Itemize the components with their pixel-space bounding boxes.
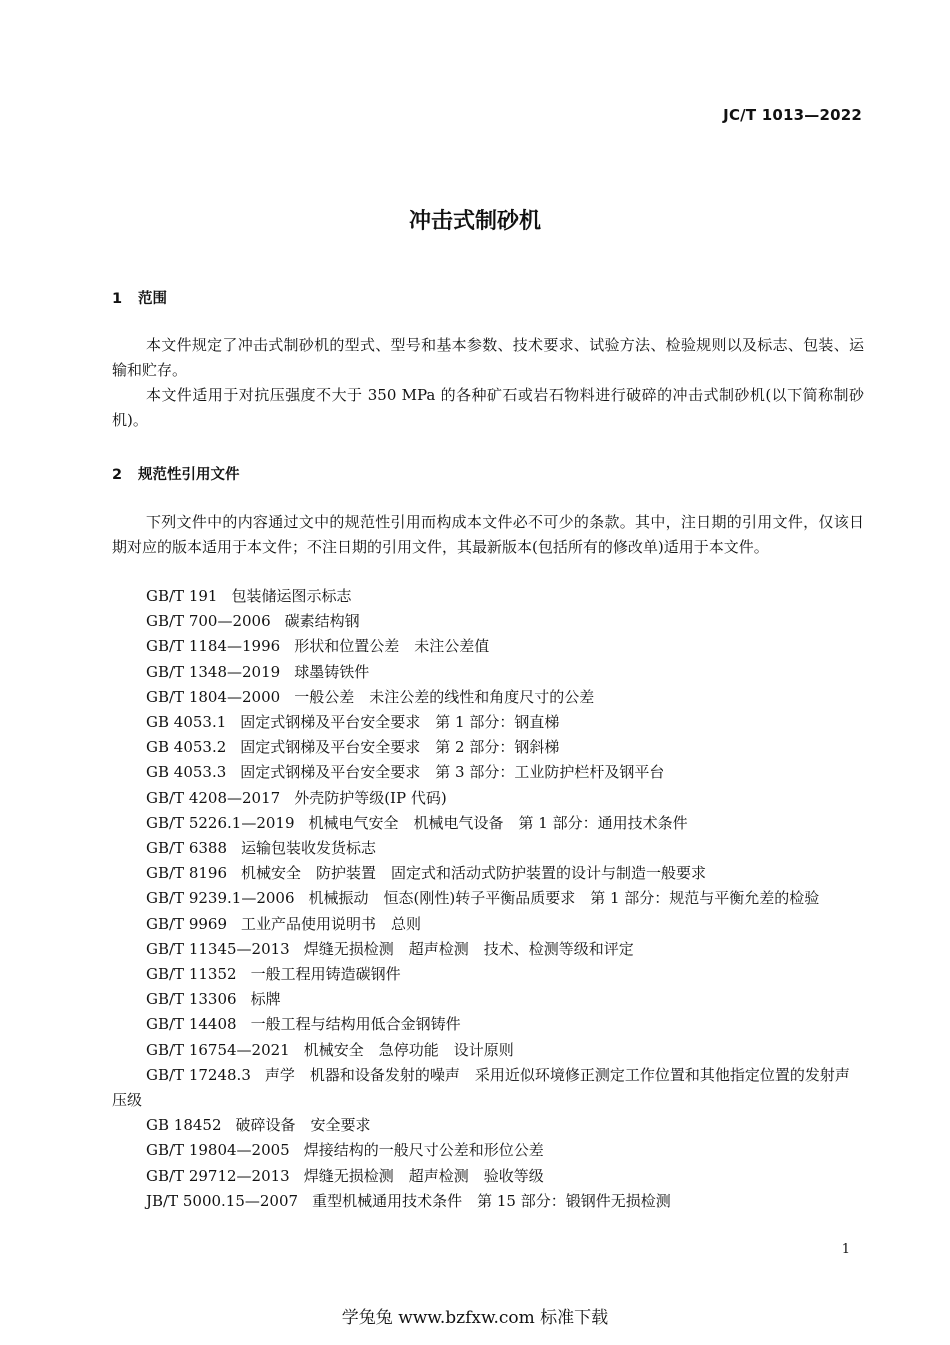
reference-title: 机械安全 防护装置 固定式和活动式防护装置的设计与制造一般要求	[241, 864, 707, 883]
document-title: 冲击式制砂机	[408, 209, 541, 234]
reference-code: GB/T 1804—2000	[146, 687, 281, 706]
reference-item	[112, 962, 864, 987]
reference-title: 固定式钢梯及平台安全要求 第 1 部分：钢直梯	[240, 713, 560, 732]
reference-title: 焊缝无损检测 超声检测 技术、检测等级和评定	[303, 939, 634, 958]
reference-code: GB/T 11352	[146, 965, 237, 984]
reference-title: 机械电气安全 机械电气设备 第 1 部分：通用技术条件	[308, 813, 688, 832]
reference-code: GB 4053.2	[146, 738, 227, 757]
reference-title: 重型机械通用技术条件 第 15 部分：锻钢件无损检测	[312, 1191, 671, 1210]
reference-title: 球墨铸铁件	[294, 662, 370, 681]
section-number: 2	[112, 467, 123, 483]
document-code: JC/T 1013—2022	[723, 106, 862, 124]
reference-title: 固定式钢梯及平台安全要求 第 3 部分：工业防护栏杆及钢平台	[240, 763, 665, 782]
reference-code: GB/T 9969	[146, 914, 228, 933]
reference-item	[112, 912, 864, 937]
reference-code: GB/T 700—2006	[146, 612, 271, 631]
reference-title: 声学 机器和设备发射的噪声 采用近似环境修正测定工作位置和其他指定位置的发射声压级	[112, 1065, 850, 1110]
reference-item	[112, 609, 864, 634]
reference-item	[112, 811, 864, 836]
reference-code: GB/T 1184—1996	[146, 637, 281, 656]
reference-code: GB/T 4208—2017	[146, 788, 281, 807]
reference-item	[112, 836, 864, 861]
reference-code: GB/T 11345—2013	[146, 939, 290, 958]
reference-code: GB/T 191	[146, 587, 218, 605]
reference-item	[112, 1164, 864, 1189]
reference-item	[112, 937, 864, 962]
reference-item	[112, 710, 864, 735]
reference-item	[112, 1038, 864, 1063]
reference-title: 固定式钢梯及平台安全要求 第 2 部分：钢斜梯	[240, 738, 560, 757]
reference-title: 焊接结构的一般尺寸公差和形位公差	[303, 1141, 544, 1160]
reference-item	[112, 735, 864, 760]
reference-title: 形状和位置公差 未注公差值	[294, 637, 490, 656]
reference-code: GB/T 16754—2021	[146, 1040, 290, 1059]
reference-item	[112, 861, 864, 886]
reference-code: GB 4053.1	[146, 713, 227, 732]
reference-code: GB/T 9239.1—2006	[146, 889, 295, 908]
reference-code: GB 4053.3	[146, 763, 227, 782]
reference-title: 破碎设备 安全要求	[235, 1116, 371, 1135]
reference-title: 运输包装收发货标志	[241, 839, 377, 858]
reference-code: GB/T 1348—2019	[146, 662, 281, 681]
reference-item	[112, 1138, 864, 1163]
reference-title: 工业产品使用说明书 总则	[241, 914, 422, 933]
references-intro-paragraph: 下列文件中的内容通过文中的规范性引用而构成本文件必不可少的条款。其中，注日期的引用文件，仅该日期对应的版本适用于本文件；不注日期的引用文件，其最新版本(包括所有的修改单)适用于本文件。	[112, 513, 864, 556]
reference-title: 一般工程与结构用低合金钢铸件	[250, 1015, 461, 1034]
section-title: 范围	[138, 291, 167, 307]
reference-code: GB/T 13306	[146, 990, 237, 1009]
reference-item	[112, 660, 864, 685]
scope-paragraph-1: 本文件规定了冲击式制砂机的型式、型号和基本参数、技术要求、试验方法、检验规则以及标志、包装、运输和贮存。	[112, 336, 864, 379]
reference-item	[112, 634, 864, 659]
reference-item	[112, 786, 864, 811]
reference-code: JB/T 5000.15—2007	[146, 1191, 299, 1210]
reference-item	[112, 1189, 864, 1214]
reference-title: 碳素结构钢	[284, 612, 360, 631]
reference-item	[112, 1012, 864, 1037]
reference-item	[112, 987, 864, 1012]
reference-code: GB/T 6388	[146, 839, 228, 858]
page-number: 1	[841, 1242, 850, 1257]
reference-title: 标牌	[250, 990, 281, 1009]
section-1-heading	[112, 287, 167, 308]
section-title: 规范性引用文件	[138, 467, 240, 483]
reference-code: GB/T 8196	[146, 864, 228, 883]
reference-item	[112, 584, 864, 609]
reference-title: 一般工程用铸造碳钢件	[250, 965, 401, 984]
reference-code: GB/T 14408	[146, 1015, 237, 1034]
reference-code: GB/T 17248.3	[146, 1065, 251, 1084]
section-2-heading	[112, 463, 240, 484]
section-number: 1	[112, 291, 123, 307]
reference-code: GB 18452	[146, 1116, 222, 1135]
reference-code: GB/T 29712—2013	[146, 1166, 290, 1185]
reference-title: 包装储运图示标志	[231, 587, 352, 605]
reference-code: GB/T 5226.1—2019	[146, 813, 295, 832]
reference-item	[112, 886, 864, 911]
reference-title: 机械安全 急停功能 设计原则	[303, 1040, 514, 1059]
reference-item	[112, 1063, 864, 1113]
reference-title: 一般公差 未注公差的线性和角度尺寸的公差	[294, 687, 595, 706]
reference-item	[112, 760, 864, 785]
scope-paragraph-2: 本文件适用于对抗压强度不大于 350 MPa 的各种矿石或岩石物料进行破碎的冲击式制砂机(以下简称制砂机)。	[112, 386, 864, 429]
reference-title: 外壳防护等级(IP 代码)	[294, 788, 447, 807]
reference-title: 焊缝无损检测 超声检测 验收等级	[303, 1166, 544, 1185]
reference-title: 机械振动 恒态(刚性)转子平衡品质要求 第 1 部分：规范与平衡允差的检验	[308, 889, 820, 908]
watermark-text: 学兔兔 www.bzfxw.com 标准下载	[341, 1308, 609, 1328]
reference-code: GB/T 19804—2005	[146, 1141, 290, 1160]
normative-references-list	[112, 584, 864, 1214]
reference-item	[112, 685, 864, 710]
reference-item	[112, 1113, 864, 1138]
